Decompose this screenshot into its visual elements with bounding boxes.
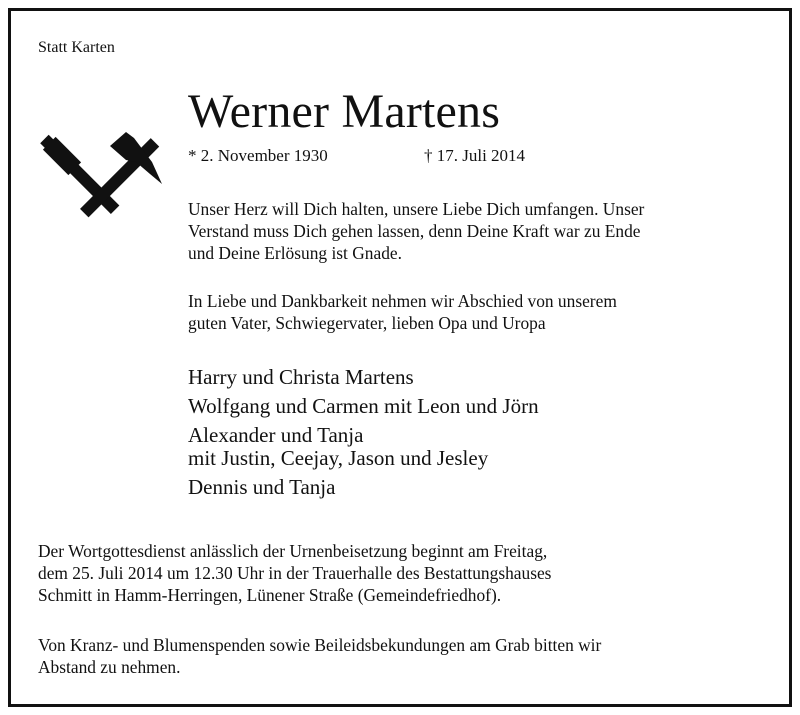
flowers-line: Von Kranz- und Blumenspenden sowie Beileidsbekundungen am Grab bitten wir [38, 635, 602, 655]
statt-karten-label: Statt Karten [38, 39, 115, 56]
quote-line: Unser Herz will Dich halten, unsere Liebe Dich umfangen. Unser [188, 199, 645, 219]
mourners-list [188, 366, 539, 499]
farewell-line: In Liebe und Dankbarkeit nehmen wir Abschied von unserem [188, 291, 617, 311]
service-line: dem 25. Juli 2014 um 12.30 Uhr in der Trauerhalle des Bestattungshauses [38, 563, 552, 583]
hammer-and-pick-icon [30, 126, 170, 262]
deceased-name: Werner Martens [188, 85, 501, 138]
mourner-line: Alexander und Tanja [188, 423, 364, 447]
mourner-line: mit Justin, Ceejay, Jason und Jesley [188, 446, 489, 470]
mourner-line: Dennis und Tanja [188, 475, 336, 499]
flowers-line: Abstand zu nehmen. [38, 657, 181, 677]
quote-paragraph [188, 198, 760, 264]
flowers-paragraph [38, 634, 760, 678]
service-line: Der Wortgottesdienst anlässlich der Urnenbeisetzung beginnt am Freitag, [38, 541, 548, 561]
mourner-line: Harry und Christa Martens [188, 365, 414, 389]
service-paragraph [38, 540, 760, 606]
farewell-paragraph [188, 290, 760, 334]
death-date: † 17. Juli 2014 [424, 146, 526, 165]
service-line: Schmitt in Hamm-Herringen, Lünener Straße (Gemeindefriedhof). [38, 585, 502, 605]
quote-line: und Deine Erlösung ist Gnade. [188, 243, 402, 263]
mourner-line: Wolfgang und Carmen mit Leon und Jörn [188, 394, 539, 418]
quote-line: Verstand muss Dich gehen lassen, denn Deine Kraft war zu Ende [188, 221, 641, 241]
birth-date: * 2. November 1930 [188, 146, 328, 165]
farewell-line: guten Vater, Schwiegervater, lieben Opa und Uropa [188, 313, 546, 333]
